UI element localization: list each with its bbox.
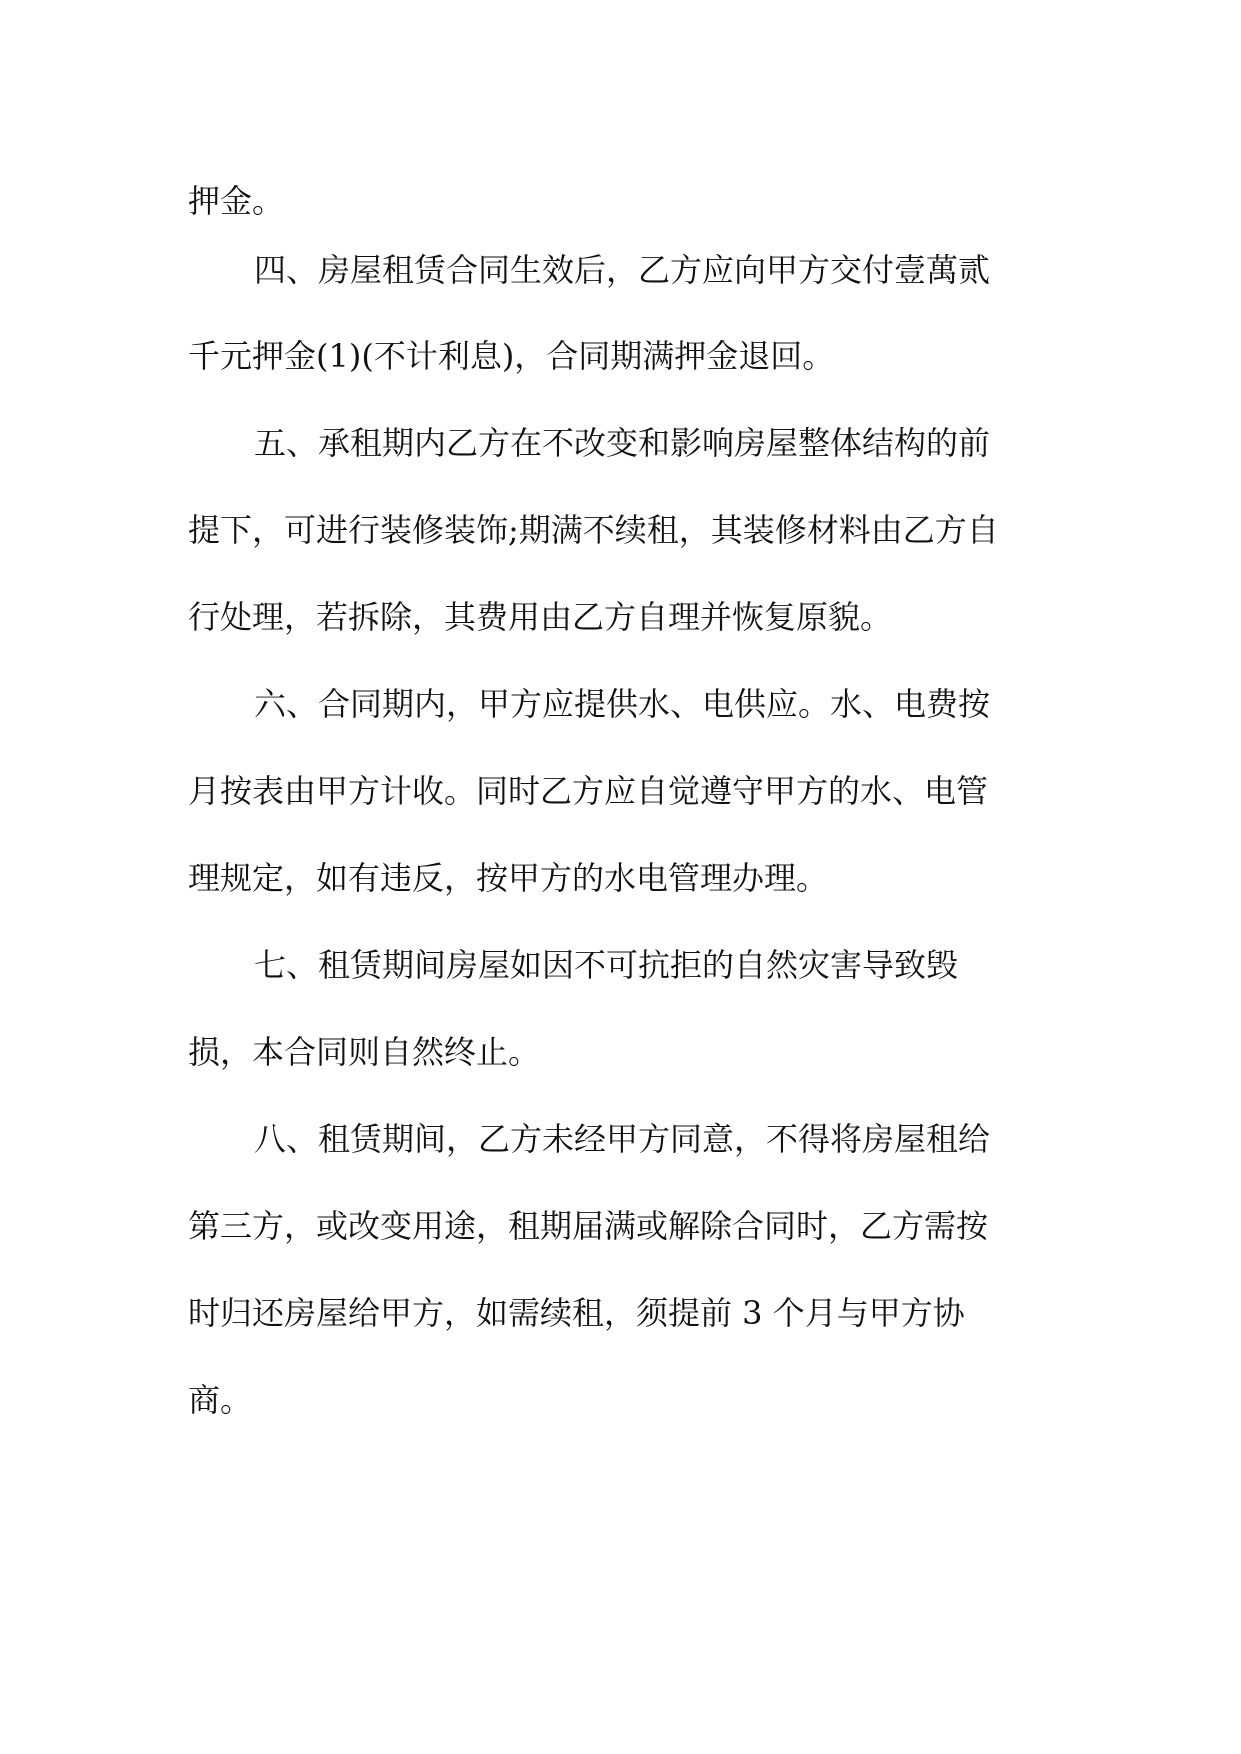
clause-8-line-3: 时归还房屋给甲方，如需续租，须提前 3 个月与甲方协 — [188, 1294, 965, 1332]
clause-5-line-2: 提下，可进行装修装饰;期满不续租，其装修材料由乙方自 — [188, 511, 999, 549]
clause-6-line-1: 六、合同期内，甲方应提供水、电供应。水、电费按 — [254, 685, 991, 723]
clause-6-line-3: 理规定，如有违反，按甲方的水电管理办理。 — [188, 859, 829, 897]
clause-4-line-2: 千元押金(1)(不计利息)，合同期满押金退回。 — [188, 337, 835, 375]
clause-5-line-3: 行处理，若拆除，其费用由乙方自理并恢复原貌。 — [188, 598, 893, 636]
clause-8-line-4: 商。 — [188, 1381, 253, 1419]
text-line: 押金。 — [188, 182, 285, 220]
clause-7-line-1: 七、租赁期间房屋如因不可抗拒的自然灾害导致毁 — [254, 946, 959, 984]
clause-5-line-1: 五、承租期内乙方在不改变和影响房屋整体结构的前 — [254, 424, 991, 462]
clause-8-line-1: 八、租赁期间，乙方未经甲方同意，不得将房屋租给 — [254, 1120, 991, 1158]
clause-6-line-2: 月按表由甲方计收。同时乙方应自觉遵守甲方的水、电管 — [188, 772, 989, 810]
clause-4-line-1: 四、房屋租赁合同生效后，乙方应向甲方交付壹萬贰 — [254, 251, 991, 289]
clause-8-line-2: 第三方，或改变用途，租期届满或解除合同时，乙方需按 — [188, 1207, 989, 1245]
clause-7-line-2: 损，本合同则自然终止。 — [188, 1033, 541, 1071]
